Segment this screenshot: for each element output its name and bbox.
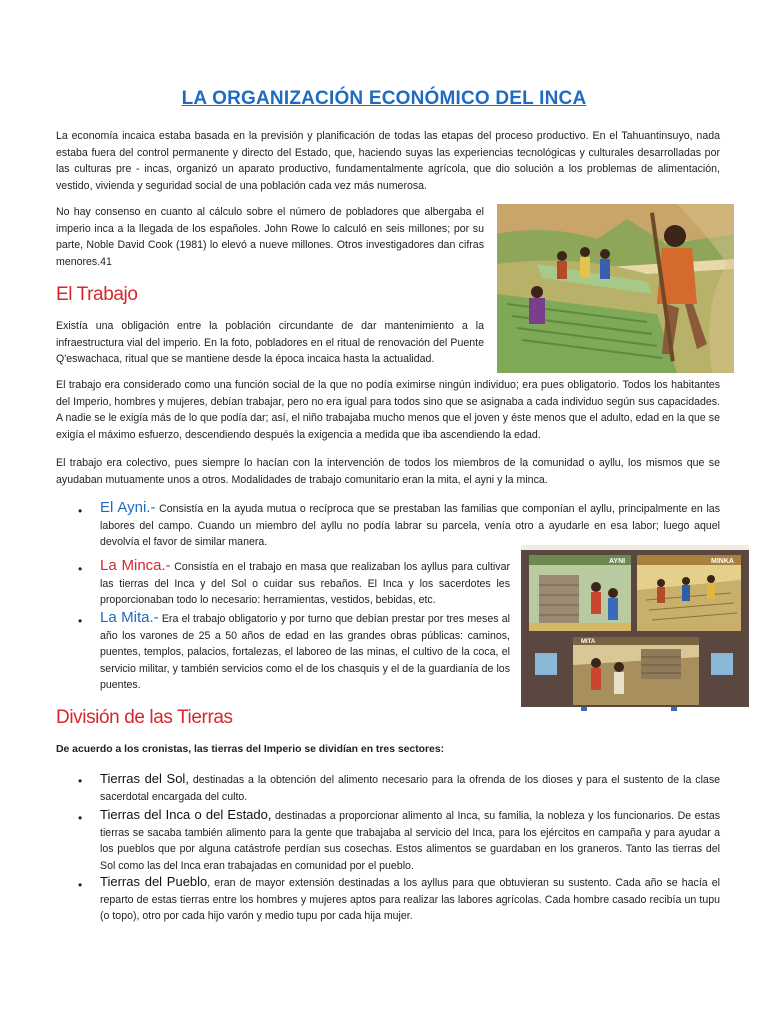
intro-paragraph-1: La economía incaica estaba basada en la previsión y planificación de todas las etapas del proceso productivo. En el Tahuantinsuyo, nada estaba fuera del control permanente y directo del Estado, que, haciendo suyas las experiencias tecnológicas y culturales desarrolladas por las culturas pre - incas, organizó un aparato productivo, fundamentalmente agrícola, que dio solución a los problemas de alimentación, vestido, vivienda y seguridad social de una población cada vez más numerosa. (56, 130, 720, 192)
term-tierras-sol: Tierras del Sol, (100, 771, 189, 786)
list-item-mita: La Mita.- Era el trabajo obligatorio y por turno que debían prestar por tres meses al año los varones de 25 a 50 años de edad en las grandes obras públicas: caminos, puentes, templos, palacios, fortalezas, el laboreo de las minas, el cultivo de la coca, el servicio militar, y también servicios como el de los chasquis y el de la guardianía de los puentes. (100, 609, 510, 692)
label-mita: MITA (581, 639, 596, 645)
bullet-marker: • (78, 504, 83, 518)
term-minca: La Minca.- (100, 557, 171, 574)
ayni-minka-mita-illustration (521, 545, 749, 711)
tierras-lead: De acuerdo a los cronistas, las tierras del Imperio se dividían en tres sectores: (56, 744, 445, 755)
list-item-ayni: El Ayni.- Consistía en la ayuda mutua o recíproca que se prestaban las familias que componían el ayllu, principalmente en las labores del campo. Cuando un miembro del ayllu no podía labrar su parcela, venía otro a ayudarle en esa labor; luego aquel devolvía el favor de similar manera. (100, 499, 720, 549)
bullet-marker: • (78, 774, 83, 788)
page-title: LA ORGANIZACIÓN ECONÓMICO DEL INCA (181, 88, 587, 109)
trabajo-paragraph-3: El trabajo era colectivo, pues siempre lo hacían con la intervención de todos los miembros de la comunidad o ayllu, los mismos que se ayudaban mutuamente unos a otros. Modalidades de trabajo comunitario eran la mita, el ayni y la minca. (56, 457, 720, 486)
label-ayni: AYNI (609, 558, 626, 565)
term-ayni: El Ayni.- (100, 499, 156, 516)
trabajo-paragraph-1: Existía una obligación entre la población circundante de dar mantenimiento a la infraestructura vial del imperio. En la foto, pobladores en el ritual de renovación del Puente Q'eswachaca, ritual que se mantiene desde la época incaica hasta la actualidad. (56, 320, 484, 366)
term-tierras-pueblo: Tierras del Pueblo (100, 874, 208, 889)
section-heading-trabajo: El Trabajo (56, 284, 138, 305)
bullet-marker: • (78, 878, 83, 892)
intro-paragraph-2: No hay consenso en cuanto al cálculo sobre el número de pobladores que albergaba el imperio inca a la llegada de los españoles. John Rowe lo calculó en seis millones; por su parte, Noble David Cook (1981) lo elevó a nueve millones. Otros investigadores dan cifras menores.41 (56, 206, 484, 268)
inca-agriculture-illustration (497, 204, 734, 373)
label-minka: MINKA (711, 558, 734, 565)
list-item-minca: La Minca.- Consistía en el trabajo en masa que realizaban los ayllus para cultivar las tierras del Inca y del Sol o cuidar sus rebaños. El Inca y los sacerdotes les proporcionaban todo lo necesario: herramientas, vestidos, bebidas, etc. (100, 557, 511, 607)
term-mita: La Mita.- (100, 609, 159, 626)
list-item-tierras-sol: Tierras del Sol, destinadas a la obtención del alimento necesario para la ofrenda de los dioses y para el sustento de la clase sacerdotal encargada del culto. (100, 771, 721, 803)
list-item-tierras-pueblo: Tierras del Pueblo, eran de mayor extensión destinadas a los ayllus para que obtuvieran su sustento. Cada año se hacía el reparto de estas tierras entre los hombres y mujeres aptos para realizar las labores agrícolas. Cada hombre casado recibía un tupu (o topo), otro por cada hijo varón y medio tupu por cada hija mujer. (100, 874, 720, 923)
term-tierras-inca: Tierras del Inca o del Estado, (100, 807, 272, 822)
bullet-marker: • (78, 562, 83, 576)
trabajo-paragraph-2: El trabajo era considerado como una función social de la que no podía eximirse ningún individuo; era pues obligatorio. Todos los habitantes del Imperio, hombres y mujeres, debían trabajar, pero no era igual para todos sino que se asignaba a cada individuo según sus capacidades. A nadie se le exigía más de lo que podía dar; así, el niño trabajaba mucho menos que el joven y éste menos que el adulto, edad en la que se exigía el máximo esfuerzo, descendiendo después la exigencia a medida que iba ascendiendo la edad. (56, 379, 720, 441)
list-item-tierras-inca: Tierras del Inca o del Estado, destinadas a proporcionar alimento al Inca, su familia, la nobleza y los funcionarios. De estas tierras se sacaba también alimento para la gente que trabajaba al servicio del Inca, para los ejércitos en campaña y para ayudar a los pueblos que por alguna catástrofe perdían sus cosechas. Estos alimentos se guardaban en los graneros. Tanto las tierras del Sol como las del Inca eran trabajadas en comunidad por el pueblo. (100, 807, 720, 872)
bullet-marker: • (78, 811, 83, 825)
section-heading-tierras: División de las Tierras (56, 707, 233, 728)
bullet-marker: • (78, 614, 83, 628)
